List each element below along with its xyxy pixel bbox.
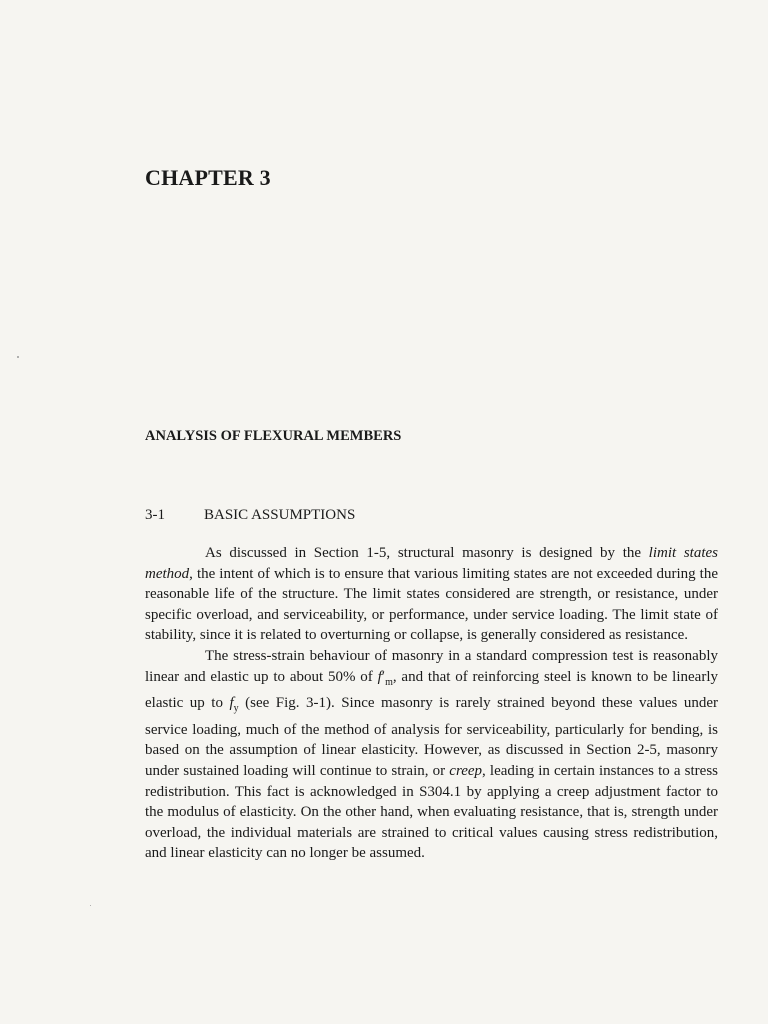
paragraph-2-text: , and that of reinforcing steel is known to be linearly elastic up to (145, 668, 718, 712)
prime-mark: ′ (381, 668, 386, 685)
main-heading: ANALYSIS OF FLEXURAL MEMBERS (145, 428, 402, 444)
section-number: 3-1 (145, 507, 165, 523)
section-heading (145, 507, 355, 524)
paragraph-2-text: , leading in certain instances to a stress redistribution. This fact is acknowledged in S304.1 by applying a creep adjustment factor to the modulus of elasticity. On the other hand, when evaluating resistance, that is, strength under overload, the individual materials are strained to critical values causing stress redistribution, and linear elasticity can no longer be assumed. (145, 762, 718, 862)
paragraph-2 (145, 646, 718, 864)
symbol-f: f (377, 668, 382, 685)
paragraph-1 (145, 543, 718, 646)
emphasis-creep: creep (449, 762, 483, 779)
paragraph-2-text: (see Fig. 3-1). Since masonry is rarely strained beyond these values under service loading, much of the method of analysis for serviceability, particularly for bending, is based on the assumption of linear elasticity. However, as discussed in Section 2-5, masonry under sustained loading will continue to strain, or (145, 695, 719, 779)
body-text (145, 543, 718, 864)
subscript-m: m (385, 676, 393, 688)
section-title: BASIC ASSUMPTIONS (204, 507, 356, 523)
emphasis-limit-states-method: limit states method (145, 545, 718, 582)
subscript-y: y (233, 703, 239, 715)
scan-speck (17, 356, 19, 358)
scan-speck (90, 905, 91, 906)
paragraph-1-text: , the intent of which is to ensure that various limiting states are not exceeded during the reasonable life of the structure. The limit states considered are strength, or resistance, under specific overload, and serviceability, or performance, under service loading. The limit state of stability, since it is related to overturning or collapse, is generally considered as resistance. (145, 565, 718, 644)
paragraph-2-text: The stress-strain behaviour of masonry in a standard compression test is reasonably linear and elastic up to about 50% of (145, 647, 718, 685)
paragraph-1-text: As discussed in Section 1-5, structural masonry is designed by the (205, 545, 649, 561)
symbol-f: f (229, 695, 234, 712)
chapter-title: CHAPTER 3 (145, 165, 271, 190)
